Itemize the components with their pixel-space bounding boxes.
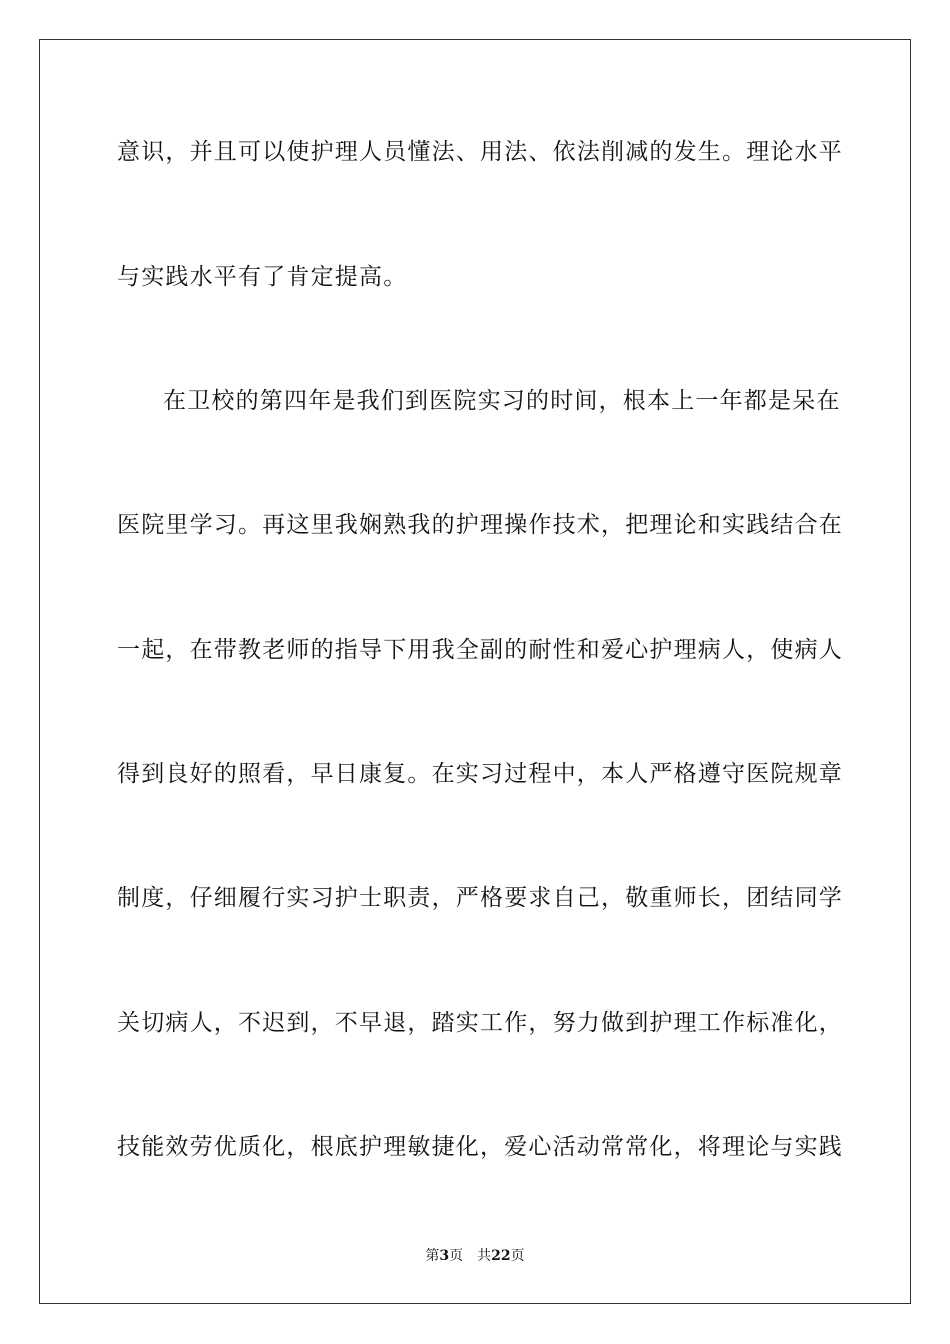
page-border: [39, 39, 911, 1304]
paragraph-line-9: 技能效劳优质化，根底护理敏捷化，爱心活动常常化，将理论与实践: [117, 1134, 843, 1160]
paragraph-line-7: 制度，仔细履行实习护士职责，严格要求自己，敬重师长，团结同学: [117, 885, 843, 911]
paragraph-line-2: 与实践水平有了肯定提高。: [117, 264, 408, 290]
footer-page-suffix: 页: [449, 1248, 464, 1264]
paragraph-line-4: 医院里学习。再这里我娴熟我的护理操作技术，把理论和实践结合在: [117, 512, 843, 538]
paragraph-line-1: 意识，并且可以使护理人员懂法、用法、依法削减的发生。理论水平: [117, 139, 843, 165]
footer-total-pages: 22: [491, 1248, 511, 1264]
page-footer: [0, 1246, 950, 1266]
footer-total-prefix: 共: [477, 1248, 492, 1264]
footer-page-number: 3: [439, 1248, 450, 1264]
paragraph-line-6: 得到良好的照看，早日康复。在实习过程中，本人严格遵守医院规章: [117, 761, 843, 787]
paragraph-line-5: 一起，在带教老师的指导下用我全副的耐性和爱心护理病人，使病人: [117, 637, 843, 663]
paragraph-line-3: 在卫校的第四年是我们到医院实习的时间，根本上一年都是呆在: [163, 388, 841, 414]
paragraph-line-8: 关切病人，不迟到，不早退，踏实工作，努力做到护理工作标准化，: [117, 1010, 843, 1036]
footer-page-prefix: 第: [425, 1248, 440, 1264]
footer-total-suffix: 页: [510, 1248, 525, 1264]
